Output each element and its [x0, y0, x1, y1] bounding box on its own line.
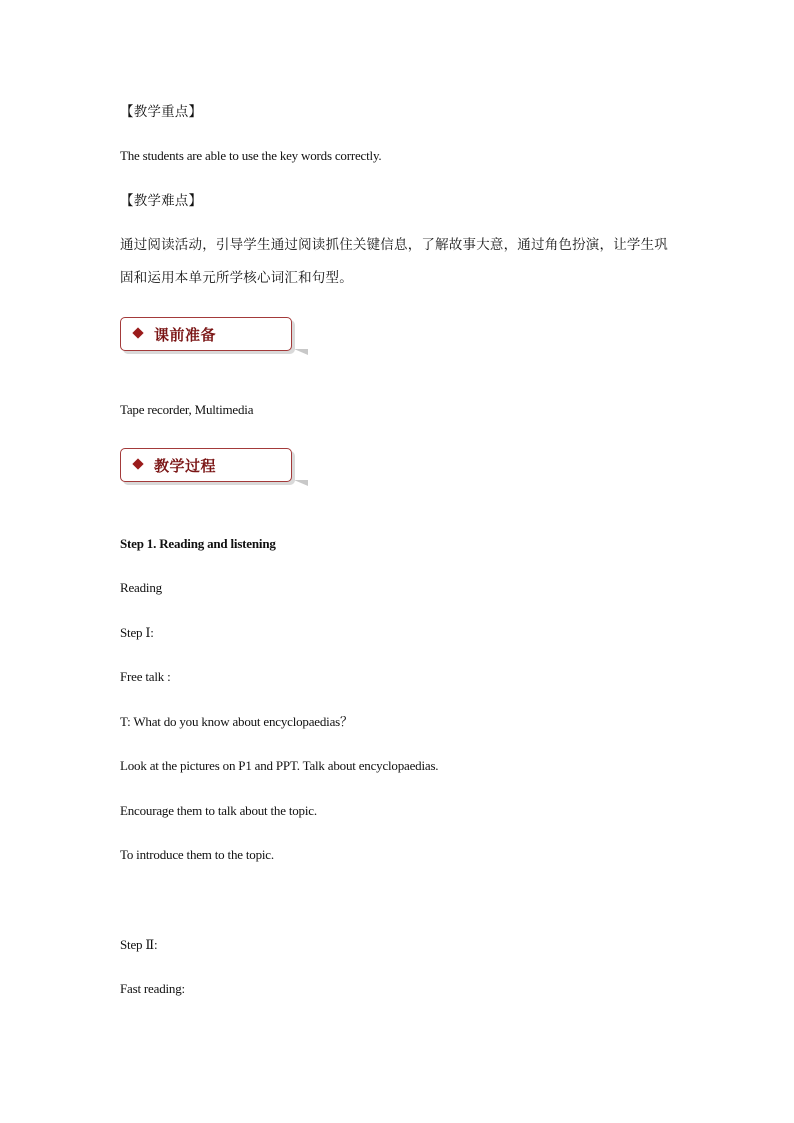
process-section-header	[120, 448, 292, 482]
look-instruction: Look at the pictures on P1 and PPT. Talk about encyclopaedias.	[120, 758, 439, 773]
key-points-heading: 【教学重点】	[120, 104, 203, 120]
header-shadow	[294, 480, 308, 486]
preparation-title: 课前准备	[154, 326, 217, 344]
header-shadow	[294, 349, 308, 355]
step-i-label: Step Ⅰ:	[120, 625, 154, 640]
difficulties-heading: 【教学难点】	[120, 193, 203, 209]
difficulties-line-2: 固和运用本单元所学核心词汇和句型。	[120, 270, 353, 286]
preparation-text: Tape recorder, Multimedia	[120, 402, 254, 417]
reading-label: Reading	[120, 580, 162, 595]
process-title: 教学过程	[154, 457, 217, 475]
teacher-question: T: What do you know about encyclopaedias？	[120, 714, 353, 729]
encourage-instruction: Encourage them to talk about the topic.	[120, 803, 317, 818]
introduce-instruction: To introduce them to the topic.	[120, 847, 274, 862]
step1-heading: Step 1. Reading and listening	[120, 536, 276, 551]
key-points-text: The students are able to use the key words correctly.	[120, 148, 382, 163]
preparation-section-header	[120, 317, 292, 351]
step-ii-label: Step Ⅱ:	[120, 937, 158, 952]
fast-reading-label: Fast reading:	[120, 981, 185, 996]
free-talk-label: Free talk :	[120, 669, 171, 684]
difficulties-line-1: 通过阅读活动，引导学生通过阅读抓住关键信息，了解故事大意，通过角色扮演，让学生巩	[120, 237, 668, 253]
